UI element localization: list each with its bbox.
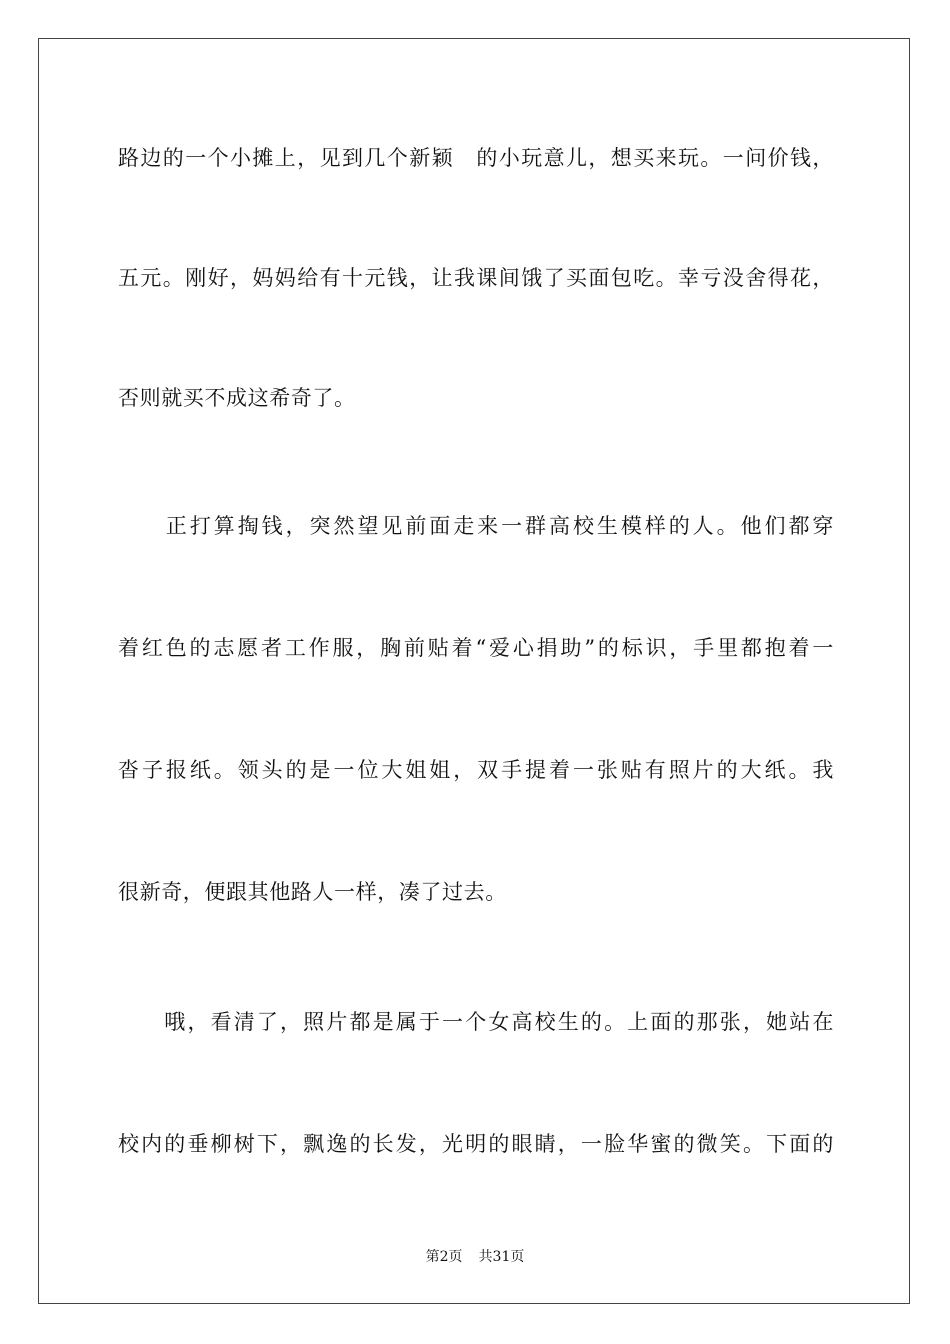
text-line: 沓子报纸。领头的是一位大姐姐，双手提着一张贴有照片的大纸。我: [118, 758, 834, 782]
text-line: 很新奇，便跟其他路人一样，凑了过去。: [118, 880, 507, 904]
text-line: 五元。刚好，妈妈给有十元钱，让我课间饿了买面包吃。幸亏没舍得花，: [118, 266, 834, 290]
text-line: 路边的一个小摊上，见到几个新颖 的小玩意儿，想买来玩。一问价钱，: [118, 146, 834, 170]
text-line: 校内的垂柳树下，飘逸的长发，光明的眼睛，一脸华蜜的微笑。下面的: [118, 1132, 834, 1156]
page-border: [38, 38, 910, 1304]
text-line: 着红色的志愿者工作服，胸前贴着“爱心捐助”的标识，手里都抱着一: [118, 636, 834, 660]
page-total: 共31页: [478, 1249, 525, 1265]
page-number: 第2页: [425, 1249, 463, 1265]
text-line: 哦，看清了，照片都是属于一个女高校生的。上面的那张，她站在: [118, 1010, 834, 1034]
page-footer: [0, 1248, 950, 1266]
text-line: 否则就买不成这希奇了。: [118, 386, 356, 410]
text-line: 正打算掏钱，突然望见前面走来一群高校生模样的人。他们都穿: [118, 514, 834, 538]
